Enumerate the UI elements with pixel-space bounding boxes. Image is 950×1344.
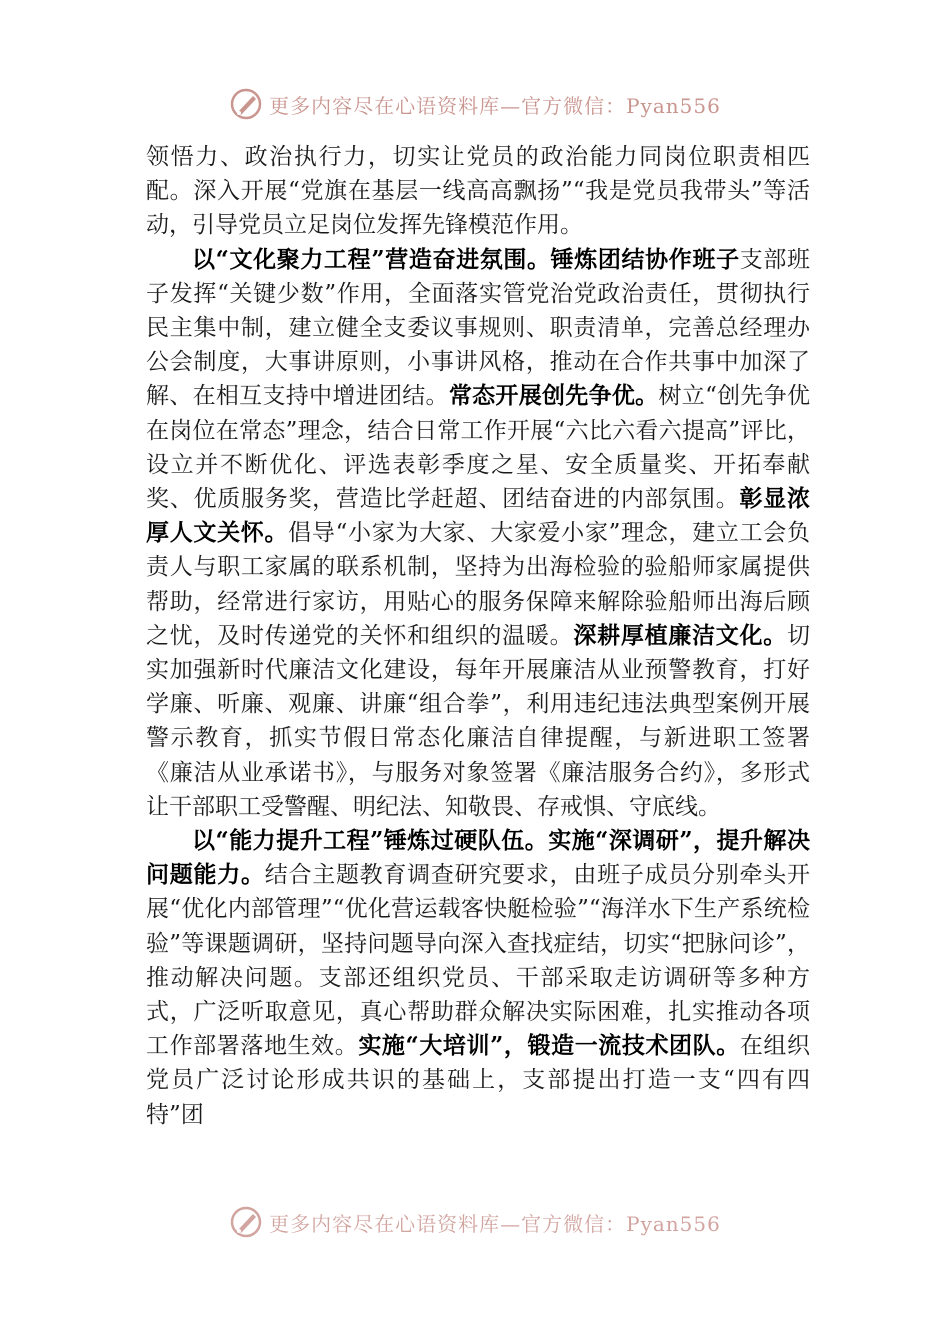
text-run: 支部班子发挥“关键少数”作用，全面落实管党治党政治责任，贯彻执行民主集中制，建立健全支委议事规则、职责清单，完善总经理办公会制度，大事讲原则，小事讲风格，推动在合作共事中加深了解、在相互支持中增进团结。 <box>146 246 810 410</box>
text-run: 切实加强新时代廉洁文化建设，每年开展廉洁从业预警教育，打好学廉、听廉、观廉、讲廉“组合拳”，利用违纪违法典型案例开展警示教育，抓实节假日常态化廉洁自律提醒，与新进职工签署《廉洁从业承诺书》，与服务对象签署《廉洁服务合约》，多形式让干部职工受警醒、明纪法、知敬畏、存戒惧、守底线。 <box>146 622 810 820</box>
bold-heading-run: 实施“大培训”，锻造一流技术团队。 <box>358 1032 740 1060</box>
bold-heading-run: 以“文化聚力工程”营造奋进氛围。锤炼团结协作班子 <box>192 245 740 273</box>
text-run: 领悟力、政治执行力，切实让党员的政治能力同岗位职责相匹配。深入开展“党旗在基层一线高高飘扬”“我是党员我带头”等活动，引导党员立足岗位发挥先锋模范作用。 <box>146 144 810 239</box>
document-body <box>146 140 810 1132</box>
bold-heading-run: 常态开展创先争优。 <box>448 382 659 410</box>
watermark-text: 更多内容尽在心语资料库—官方微信：Pyan556 <box>269 93 721 118</box>
text-run: 在组织党员广泛讨论形成共识的基础上，支部提出打造一支“四有四特”团 <box>146 1033 810 1128</box>
text-run: 结合主题教育调查研究要求，由班子成员分别牵头开展“优化内部管理”“优化营运载客快艇检验”“海洋水下生产系统检验”等课题调研，坚持问题导向深入查找症结，切实“把脉问诊”，推动解决问题。支部还组织党员、干部采取走访调研等多种方式，广泛听取意见，真心帮助群众解决实际困难，扎实推动各项工作部署落地生效。 <box>146 862 810 1060</box>
watermark-header <box>0 84 950 124</box>
paragraph <box>146 140 810 243</box>
pen-circle-logo-icon <box>229 87 263 121</box>
bold-heading-run: 以“能力提升工程”锤炼过硬队伍。实施“深调研”，提升解决问题能力。 <box>146 827 810 889</box>
text-run: 倡导“小家为大家、大家爱小家”理念，建立工会负责人与职工家属的联系机制，坚持为出海检验的验船师家属提供帮助，经常进行家访，用贴心的服务保障来解除验船师出海后顾之忧，及时传递党的关怀和组织的温暖。 <box>146 520 810 649</box>
watermark-footer <box>0 1202 950 1242</box>
pen-circle-logo-icon <box>229 1205 263 1239</box>
paragraph <box>146 824 810 1132</box>
paragraph <box>146 243 810 824</box>
body-clip <box>146 140 810 1218</box>
text-run: 树立“创先争优在岗位在常态”理念，结合日常工作开展“六比六看六提高”评比，设立并不断优化、评选表彰季度之星、安全质量奖、开拓奉献奖、优质服务奖，营造比学赶超、团结奋进的内部氛围。 <box>146 383 810 513</box>
bold-heading-run: 深耕厚植廉洁文化。 <box>573 621 788 649</box>
watermark-text: 更多内容尽在心语资料库—官方微信：Pyan556 <box>269 1211 721 1236</box>
bold-heading-run: 彰显浓厚人文关怀。 <box>146 485 810 547</box>
